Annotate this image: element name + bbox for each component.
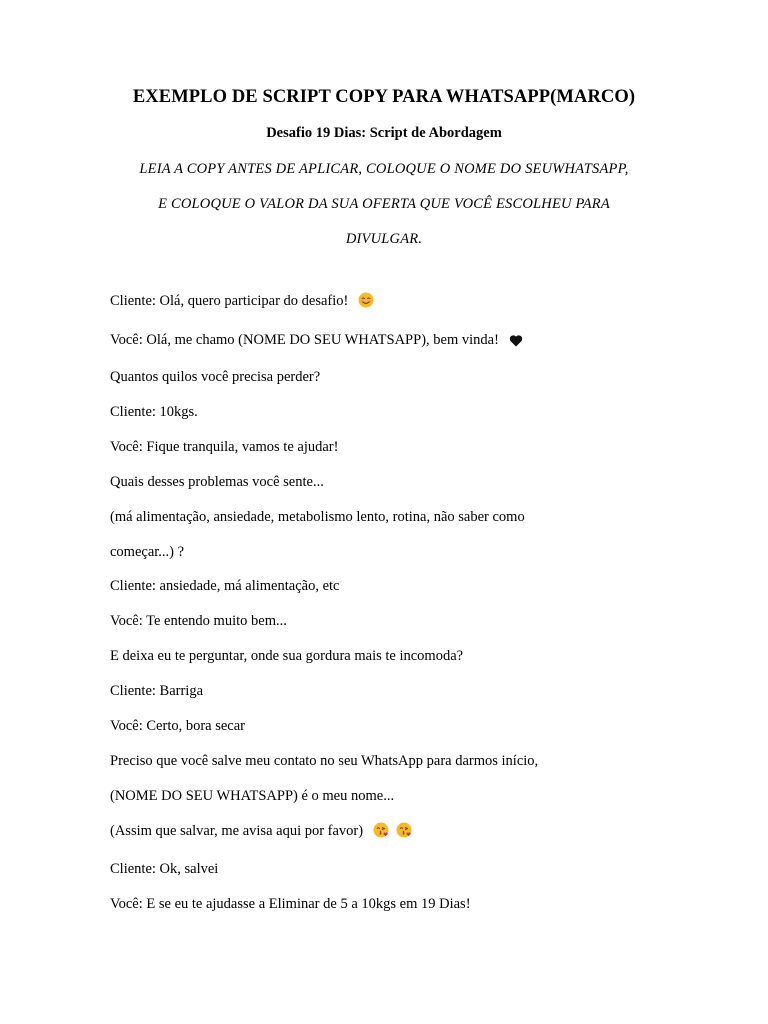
script-line: E deixa eu te perguntar, onde sua gordura mais te incomoda? xyxy=(110,648,464,664)
script-line: começar...) ? xyxy=(110,544,185,560)
instruction-line: LEIA A COPY ANTES DE APLICAR, COLOQUE O NOME DO SEUWHATSAPP, xyxy=(139,161,629,177)
script-line: Quais desses problemas você sente... xyxy=(110,474,324,490)
instruction-line: E COLOQUE O VALOR DA SUA OFERTA QUE VOCÊ ESCOLHEU PARA xyxy=(158,196,610,212)
script-line: Você: E se eu te ajudasse a Eliminar de 5 a 10kgs em 19 Dias! xyxy=(110,896,471,912)
script-line: Quantos quilos você precisa perder? xyxy=(110,369,321,385)
smiling-face-icon xyxy=(358,292,374,313)
face-blowing-kiss-icon xyxy=(396,822,412,843)
script-line: Preciso que você salve meu contato no seu WhatsApp para darmos início, xyxy=(110,753,539,769)
script-line: Você: Te entendo muito bem... xyxy=(110,613,287,629)
script-line: Cliente: ansiedade, má alimentação, etc xyxy=(110,578,340,594)
script-line-text: Você: Olá, me chamo (NOME DO SEU WHATSAPP), bem vinda! xyxy=(110,332,499,348)
script-line: Você: Fique tranquila, vamos te ajudar! xyxy=(110,439,339,455)
document-subtitle: Desafio 19 Dias: Script de Abordagem xyxy=(266,125,502,141)
face-blowing-kiss-icon xyxy=(373,822,389,843)
script-line: Cliente: 10kgs. xyxy=(110,404,198,420)
script-line-text: (Assim que salvar, me avisa aqui por favor) xyxy=(110,823,364,839)
script-line-text: Cliente: Olá, quero participar do desafio! xyxy=(110,293,349,309)
script-line: (NOME DO SEU WHATSAPP) é o meu nome... xyxy=(110,788,395,804)
script-line xyxy=(110,822,412,843)
script-line xyxy=(110,331,523,352)
script-line: Cliente: Barriga xyxy=(110,683,204,699)
script-line xyxy=(110,292,374,313)
document-title: EXEMPLO DE SCRIPT COPY PARA WHATSAPP(MARCO) xyxy=(132,87,636,107)
script-line: (má alimentação, ansiedade, metabolismo lento, rotina, não saber como xyxy=(110,509,525,525)
script-line: Cliente: Ok, salvei xyxy=(110,861,219,877)
black-heart-icon xyxy=(509,334,523,352)
script-line: Você: Certo, bora secar xyxy=(110,718,246,734)
instruction-line: DIVULGAR. xyxy=(345,231,423,247)
